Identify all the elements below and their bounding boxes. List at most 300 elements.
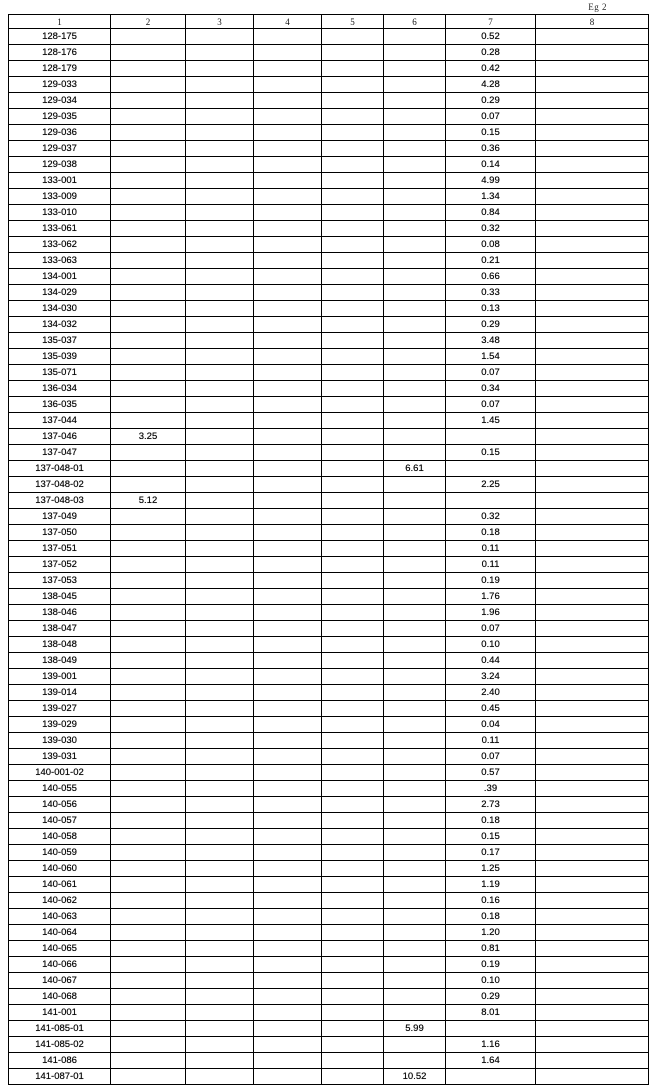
cell-col-5: [322, 941, 384, 957]
cell-col-8: [536, 605, 649, 621]
cell-col-4: [254, 1005, 322, 1021]
cell-col-3: [186, 525, 254, 541]
cell-col-3: [186, 781, 254, 797]
row-identifier: 140-061: [9, 877, 111, 893]
table-row: [9, 205, 649, 221]
cell-col-8: [536, 877, 649, 893]
cell-col-2: [111, 301, 186, 317]
table-row: [9, 829, 649, 845]
table-row: [9, 157, 649, 173]
cell-col-5: [322, 317, 384, 333]
cell-col-3: [186, 669, 254, 685]
cell-col-7: [446, 429, 536, 445]
cell-col-5: [322, 845, 384, 861]
cell-col-2: [111, 1069, 186, 1085]
cell-col-3: [186, 429, 254, 445]
row-identifier: 135-037: [9, 333, 111, 349]
cell-col-3: [186, 605, 254, 621]
cell-col-3: [186, 589, 254, 605]
cell-col-7: 0.66: [446, 269, 536, 285]
row-identifier: 133-010: [9, 205, 111, 221]
cell-col-4: [254, 45, 322, 61]
cell-col-8: [536, 125, 649, 141]
data-table: [8, 14, 649, 1085]
row-identifier: 138-049: [9, 653, 111, 669]
cell-col-3: [186, 765, 254, 781]
cell-col-6: [384, 381, 446, 397]
cell-col-5: [322, 141, 384, 157]
cell-col-4: [254, 781, 322, 797]
cell-col-8: [536, 861, 649, 877]
cell-col-8: [536, 797, 649, 813]
cell-col-6: [384, 189, 446, 205]
cell-col-7: 0.33: [446, 285, 536, 301]
cell-col-8: [536, 29, 649, 45]
cell-col-3: [186, 701, 254, 717]
cell-col-7: 0.32: [446, 509, 536, 525]
cell-col-8: [536, 269, 649, 285]
row-identifier: 138-045: [9, 589, 111, 605]
cell-col-3: [186, 413, 254, 429]
cell-col-2: [111, 989, 186, 1005]
cell-col-7: 2.40: [446, 685, 536, 701]
cell-col-5: [322, 493, 384, 509]
table-row: [9, 701, 649, 717]
cell-col-5: [322, 429, 384, 445]
cell-col-3: [186, 237, 254, 253]
cell-col-3: [186, 157, 254, 173]
row-identifier: 129-035: [9, 109, 111, 125]
cell-col-8: [536, 397, 649, 413]
cell-col-6: [384, 605, 446, 621]
cell-col-4: [254, 1021, 322, 1037]
cell-col-6: 6.61: [384, 461, 446, 477]
cell-col-7: 0.08: [446, 237, 536, 253]
cell-col-4: [254, 797, 322, 813]
column-header-3: 3: [186, 15, 254, 29]
cell-col-3: [186, 845, 254, 861]
cell-col-4: [254, 125, 322, 141]
cell-col-8: [536, 93, 649, 109]
table-row: [9, 797, 649, 813]
cell-col-5: [322, 333, 384, 349]
cell-col-2: [111, 253, 186, 269]
cell-col-3: [186, 397, 254, 413]
cell-col-7: 0.14: [446, 157, 536, 173]
cell-col-8: [536, 973, 649, 989]
cell-col-5: [322, 973, 384, 989]
cell-col-3: [186, 125, 254, 141]
cell-col-6: [384, 669, 446, 685]
column-header-2: 2: [111, 15, 186, 29]
cell-col-7: 0.15: [446, 125, 536, 141]
table-row: [9, 877, 649, 893]
cell-col-3: [186, 797, 254, 813]
table-row: [9, 429, 649, 445]
cell-col-5: [322, 301, 384, 317]
cell-col-8: [536, 253, 649, 269]
cell-col-6: [384, 77, 446, 93]
cell-col-4: [254, 557, 322, 573]
cell-col-6: [384, 861, 446, 877]
cell-col-7: 0.15: [446, 829, 536, 845]
cell-col-7: 4.28: [446, 77, 536, 93]
cell-col-6: [384, 509, 446, 525]
page-label: Eg 2: [588, 2, 607, 12]
cell-col-8: [536, 301, 649, 317]
cell-col-4: [254, 461, 322, 477]
cell-col-4: [254, 413, 322, 429]
table-row: [9, 605, 649, 621]
cell-col-2: [111, 749, 186, 765]
cell-col-5: [322, 61, 384, 77]
cell-col-5: [322, 29, 384, 45]
cell-col-6: [384, 621, 446, 637]
cell-col-8: [536, 749, 649, 765]
cell-col-6: [384, 749, 446, 765]
cell-col-5: [322, 77, 384, 93]
cell-col-5: [322, 909, 384, 925]
cell-col-4: [254, 637, 322, 653]
cell-col-4: [254, 221, 322, 237]
cell-col-2: [111, 733, 186, 749]
row-identifier: 136-035: [9, 397, 111, 413]
cell-col-8: [536, 925, 649, 941]
cell-col-2: [111, 845, 186, 861]
cell-col-4: [254, 205, 322, 221]
cell-col-8: [536, 685, 649, 701]
cell-col-4: [254, 973, 322, 989]
cell-col-8: [536, 813, 649, 829]
row-identifier: 129-037: [9, 141, 111, 157]
row-identifier: 128-176: [9, 45, 111, 61]
cell-col-5: [322, 621, 384, 637]
table-row: [9, 765, 649, 781]
cell-col-2: [111, 925, 186, 941]
cell-col-4: [254, 861, 322, 877]
row-identifier: 139-030: [9, 733, 111, 749]
table-row: [9, 333, 649, 349]
cell-col-2: [111, 509, 186, 525]
cell-col-4: [254, 1069, 322, 1085]
table-row: [9, 1021, 649, 1037]
cell-col-5: [322, 461, 384, 477]
cell-col-7: 0.07: [446, 749, 536, 765]
cell-col-7: 0.19: [446, 957, 536, 973]
cell-col-4: [254, 957, 322, 973]
cell-col-5: [322, 477, 384, 493]
cell-col-7: [446, 493, 536, 509]
cell-col-8: [536, 829, 649, 845]
table-row: [9, 285, 649, 301]
cell-col-2: [111, 93, 186, 109]
cell-col-2: [111, 701, 186, 717]
cell-col-5: [322, 765, 384, 781]
row-identifier: 137-047: [9, 445, 111, 461]
cell-col-7: [446, 1069, 536, 1085]
table-row: [9, 77, 649, 93]
cell-col-2: [111, 333, 186, 349]
cell-col-7: 0.11: [446, 557, 536, 573]
cell-col-6: [384, 973, 446, 989]
cell-col-5: [322, 781, 384, 797]
row-identifier: 133-061: [9, 221, 111, 237]
cell-col-2: [111, 141, 186, 157]
row-identifier: 128-179: [9, 61, 111, 77]
cell-col-6: [384, 685, 446, 701]
cell-col-6: [384, 365, 446, 381]
table-row: [9, 973, 649, 989]
cell-col-7: 1.96: [446, 605, 536, 621]
table-row: [9, 269, 649, 285]
cell-col-2: [111, 461, 186, 477]
cell-col-6: [384, 269, 446, 285]
row-identifier: 134-030: [9, 301, 111, 317]
cell-col-6: 10.52: [384, 1069, 446, 1085]
cell-col-4: [254, 333, 322, 349]
cell-col-6: [384, 573, 446, 589]
cell-col-3: [186, 29, 254, 45]
cell-col-6: [384, 477, 446, 493]
row-identifier: 140-065: [9, 941, 111, 957]
cell-col-7: 0.10: [446, 637, 536, 653]
cell-col-2: [111, 557, 186, 573]
cell-col-2: [111, 125, 186, 141]
cell-col-7: 0.81: [446, 941, 536, 957]
cell-col-5: [322, 397, 384, 413]
cell-col-7: 0.34: [446, 381, 536, 397]
cell-col-8: [536, 381, 649, 397]
cell-col-3: [186, 61, 254, 77]
table-row: [9, 29, 649, 45]
cell-col-6: [384, 813, 446, 829]
cell-col-4: [254, 109, 322, 125]
table-row: [9, 45, 649, 61]
cell-col-5: [322, 1053, 384, 1069]
cell-col-4: [254, 349, 322, 365]
cell-col-8: [536, 109, 649, 125]
row-identifier: 129-034: [9, 93, 111, 109]
cell-col-7: 1.54: [446, 349, 536, 365]
cell-col-8: [536, 1005, 649, 1021]
table-row: [9, 301, 649, 317]
cell-col-5: [322, 925, 384, 941]
cell-col-2: [111, 445, 186, 461]
cell-col-7: 0.18: [446, 525, 536, 541]
cell-col-4: [254, 269, 322, 285]
table-row: [9, 461, 649, 477]
cell-col-8: [536, 541, 649, 557]
cell-col-6: [384, 637, 446, 653]
table-row: [9, 1053, 649, 1069]
table-row: [9, 813, 649, 829]
cell-col-3: [186, 733, 254, 749]
cell-col-4: [254, 685, 322, 701]
cell-col-5: [322, 749, 384, 765]
table-row: [9, 893, 649, 909]
cell-col-7: 1.34: [446, 189, 536, 205]
cell-col-6: [384, 717, 446, 733]
cell-col-2: [111, 285, 186, 301]
cell-col-2: [111, 653, 186, 669]
cell-col-3: [186, 493, 254, 509]
cell-col-2: [111, 781, 186, 797]
cell-col-3: [186, 749, 254, 765]
cell-col-6: [384, 909, 446, 925]
cell-col-7: 8.01: [446, 1005, 536, 1021]
table-row: [9, 253, 649, 269]
cell-col-8: [536, 845, 649, 861]
cell-col-5: [322, 541, 384, 557]
row-identifier: 139-014: [9, 685, 111, 701]
cell-col-3: [186, 557, 254, 573]
cell-col-4: [254, 909, 322, 925]
table-row: [9, 525, 649, 541]
cell-col-3: [186, 861, 254, 877]
cell-col-6: [384, 141, 446, 157]
cell-col-2: [111, 413, 186, 429]
row-identifier: 137-051: [9, 541, 111, 557]
table-row: [9, 1069, 649, 1085]
cell-col-5: [322, 1069, 384, 1085]
cell-col-5: [322, 157, 384, 173]
cell-col-8: [536, 941, 649, 957]
row-identifier: 140-059: [9, 845, 111, 861]
cell-col-2: [111, 109, 186, 125]
row-identifier: 129-036: [9, 125, 111, 141]
row-identifier: 137-050: [9, 525, 111, 541]
cell-col-7: .39: [446, 781, 536, 797]
cell-col-3: [186, 1037, 254, 1053]
cell-col-8: [536, 477, 649, 493]
row-identifier: 135-039: [9, 349, 111, 365]
cell-col-8: [536, 669, 649, 685]
table-body: [9, 29, 649, 1085]
row-identifier: 141-086: [9, 1053, 111, 1069]
table-row: [9, 509, 649, 525]
cell-col-8: [536, 589, 649, 605]
cell-col-8: [536, 333, 649, 349]
cell-col-8: [536, 365, 649, 381]
cell-col-7: 0.10: [446, 973, 536, 989]
cell-col-6: [384, 397, 446, 413]
cell-col-3: [186, 1005, 254, 1021]
cell-col-7: 4.99: [446, 173, 536, 189]
cell-col-4: [254, 653, 322, 669]
cell-col-8: [536, 989, 649, 1005]
table-row: [9, 237, 649, 253]
cell-col-2: [111, 829, 186, 845]
row-identifier: 140-057: [9, 813, 111, 829]
table-row: [9, 845, 649, 861]
cell-col-7: 0.07: [446, 365, 536, 381]
table-header: [9, 15, 649, 29]
table-row: [9, 685, 649, 701]
cell-col-6: [384, 893, 446, 909]
cell-col-3: [186, 1053, 254, 1069]
cell-col-3: [186, 973, 254, 989]
cell-col-6: [384, 349, 446, 365]
cell-col-3: [186, 301, 254, 317]
cell-col-8: [536, 509, 649, 525]
cell-col-8: [536, 173, 649, 189]
cell-col-6: [384, 941, 446, 957]
cell-col-2: [111, 765, 186, 781]
cell-col-3: [186, 1069, 254, 1085]
cell-col-5: [322, 813, 384, 829]
cell-col-7: 0.11: [446, 541, 536, 557]
row-identifier: 140-068: [9, 989, 111, 1005]
cell-col-5: [322, 701, 384, 717]
cell-col-8: [536, 189, 649, 205]
row-identifier: 137-053: [9, 573, 111, 589]
cell-col-7: 1.64: [446, 1053, 536, 1069]
row-identifier: 128-175: [9, 29, 111, 45]
row-identifier: 134-029: [9, 285, 111, 301]
cell-col-5: [322, 269, 384, 285]
cell-col-2: [111, 269, 186, 285]
cell-col-8: [536, 445, 649, 461]
cell-col-6: [384, 1037, 446, 1053]
cell-col-4: [254, 989, 322, 1005]
cell-col-6: [384, 525, 446, 541]
cell-col-2: [111, 877, 186, 893]
table-row: [9, 1005, 649, 1021]
cell-col-6: [384, 829, 446, 845]
cell-col-7: 0.17: [446, 845, 536, 861]
cell-col-6: 5.99: [384, 1021, 446, 1037]
cell-col-3: [186, 989, 254, 1005]
table-row: [9, 173, 649, 189]
table-header-row: [9, 15, 649, 29]
cell-col-7: [446, 461, 536, 477]
cell-col-2: [111, 205, 186, 221]
row-identifier: 140-060: [9, 861, 111, 877]
cell-col-4: [254, 29, 322, 45]
cell-col-4: [254, 701, 322, 717]
cell-col-7: 1.16: [446, 1037, 536, 1053]
cell-col-7: 0.19: [446, 573, 536, 589]
cell-col-4: [254, 1053, 322, 1069]
cell-col-5: [322, 253, 384, 269]
table-row: [9, 925, 649, 941]
cell-col-5: [322, 205, 384, 221]
table-row: [9, 109, 649, 125]
cell-col-6: [384, 1053, 446, 1069]
table-row: [9, 653, 649, 669]
cell-col-2: [111, 717, 186, 733]
cell-col-6: [384, 989, 446, 1005]
cell-col-2: [111, 797, 186, 813]
row-identifier: 134-032: [9, 317, 111, 333]
cell-col-8: [536, 909, 649, 925]
table-row: [9, 733, 649, 749]
row-identifier: 141-085-02: [9, 1037, 111, 1053]
cell-col-3: [186, 877, 254, 893]
cell-col-6: [384, 1005, 446, 1021]
cell-col-6: [384, 701, 446, 717]
cell-col-4: [254, 925, 322, 941]
cell-col-3: [186, 637, 254, 653]
cell-col-6: [384, 445, 446, 461]
cell-col-6: [384, 413, 446, 429]
cell-col-3: [186, 333, 254, 349]
cell-col-6: [384, 237, 446, 253]
cell-col-2: [111, 173, 186, 189]
cell-col-2: [111, 637, 186, 653]
cell-col-3: [186, 141, 254, 157]
cell-col-3: [186, 829, 254, 845]
